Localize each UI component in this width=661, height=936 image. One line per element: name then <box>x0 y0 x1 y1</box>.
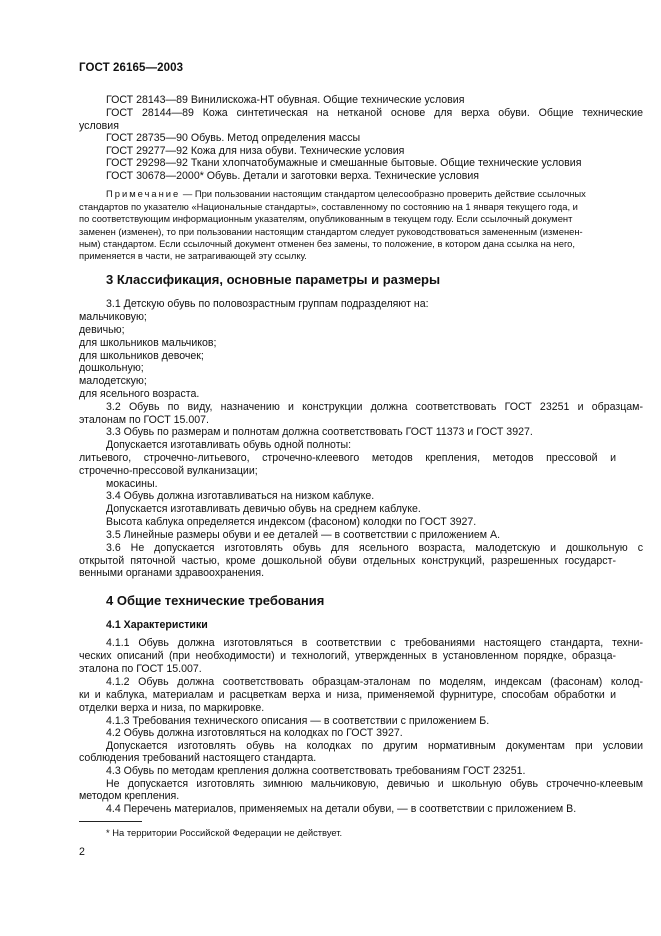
ref-id: ГОСТ 28144—89 <box>106 107 194 119</box>
paragraph-line: эталона по ГОСТ 15.007. <box>79 663 202 675</box>
paragraph-line: дошкольную; <box>79 362 144 374</box>
note-text: — При пользовании настоящим стандартом целесообразно проверить действие ссылочных <box>182 188 586 199</box>
note-line: заменен (изменен), то при пользовании настоящим стандартом следует руководствоваться замененным (изменен- <box>79 226 583 237</box>
paragraph-line: соблюдения требований настоящего стандарта. <box>79 752 317 764</box>
paragraph-line: для ясельного возраста. <box>79 388 200 400</box>
ref-line <box>79 94 643 107</box>
ref-id: ГОСТ 29277—92 <box>106 145 188 157</box>
paragraph-line: мокасины. <box>106 478 158 490</box>
paragraph-line: 3.6 Не допускается изготовлять обувь для ясельного возраста, малодетскую и дошкольную с <box>106 542 643 554</box>
ref-line <box>79 132 643 145</box>
ref-id: ГОСТ 30678—2000* <box>106 170 204 182</box>
paragraph-line: для школьников мальчиков; <box>79 337 217 349</box>
paragraph-line: 4.1.3 Требования технического описания — в соответствии с приложением Б. <box>106 715 490 727</box>
note-line: по соответствующим информационным указателям, опубликованным в текущем году. Если ссылочный документ <box>79 213 573 224</box>
subsection-4-1-title: 4.1 Характеристики <box>106 619 208 631</box>
page-number: 2 <box>79 846 85 858</box>
paragraph-line: 3.1 Детскую обувь по половозрастным группам подразделяют на: <box>106 298 429 310</box>
paragraph-line: строчечно-прессовой вулканизации; <box>79 465 258 477</box>
ref-text: Обувь. Детали и заготовки верха. Технические условия <box>206 170 480 182</box>
paragraph-line: малодетскую; <box>79 375 147 387</box>
paragraph-line: литьевого, строчечно-литьевого, строчечно-клеевого методов крепления, методов прессовой и <box>79 452 616 464</box>
paragraph-line: ческих описаний (при необходимости) и технологий, утвержденных в установленном порядке, образца- <box>79 650 616 662</box>
paragraph-line: отделки верха и низа, по маркировке. <box>79 702 265 714</box>
paragraph-line: Не допускается изготовлять зимнюю мальчиковую, девичью и школьную обувь строчечно-клеевым <box>106 778 643 790</box>
paragraph-line: 4.1.2 Обувь должна соответствовать образцам-эталонам по моделям, индексам (фасонам) колод- <box>106 676 643 688</box>
section-3-title: 3 Классификация, основные параметры и размеры <box>106 272 441 287</box>
paragraph-line: 4.3 Обувь по методам крепления должна соответствовать требованиям ГОСТ 23251. <box>106 765 526 777</box>
paragraph-line: 3.5 Линейные размеры обуви и ее деталей — в соответствии с приложением А. <box>106 529 501 541</box>
paragraph-line: Высота каблука определяется индексом (фасоном) колодки по ГОСТ 3927. <box>106 516 477 528</box>
paragraph-line: методом крепления. <box>79 790 180 802</box>
note-line: применяется в части, не затрагивающей эту ссылку. <box>79 250 307 261</box>
paragraph-line: венными органами здравоохранения. <box>79 567 265 579</box>
paragraph-line: для школьников девочек; <box>79 350 204 362</box>
paragraph-line: 4.1.1 Обувь должна изготовляться в соответствии с требованиями настоящего стандарта, техни- <box>106 637 643 649</box>
ref-text: Ткани хлопчатобумажные и смешанные бытовые. Общие технические условия <box>190 157 582 169</box>
section-4-title: 4 Общие технические требования <box>106 593 325 608</box>
ref-text: Кожа синтетическая на нетканой основе для верха обуви. Общие технические <box>202 107 643 119</box>
paragraph-line: 4.2 Обувь должна изготовляться на колодках по ГОСТ 3927. <box>106 727 403 739</box>
ref-line <box>79 107 643 120</box>
ref-id: ГОСТ 29298—92 <box>106 157 188 169</box>
ref-line-continuation: условия <box>79 120 119 132</box>
paragraph-line: мальчиковую; <box>79 311 147 323</box>
paragraph-line: Допускается изготавливать девичью обувь на среднем каблуке. <box>106 503 421 515</box>
paragraph-line: эталонам по ГОСТ 15.007. <box>79 414 209 426</box>
paragraph-line: девичью; <box>79 324 125 336</box>
ref-id: ГОСТ 28143—89 <box>106 94 188 106</box>
note-line: ным) стандартом. Если ссылочный документ отменен без замены, то положение, в котором дана ссылка на него, <box>79 238 575 249</box>
ref-text: Винилискожа-НТ обувная. Общие технические условия <box>190 94 465 106</box>
paragraph-line: ки и каблука, материалам и расцветкам верха и низа, применяемой фурнитуре, способам обработки и <box>79 689 616 701</box>
ref-text: Обувь. Метод определения массы <box>190 132 361 144</box>
ref-line <box>79 170 643 183</box>
ref-text: Кожа для низа обуви. Технические условия <box>190 145 405 157</box>
note-line: стандартов по указателю «Национальные стандарты», составленному по состоянию на 1 января текущего года, и <box>79 201 578 212</box>
paragraph-line: Допускается изготавливать обувь одной полноты: <box>106 439 352 451</box>
note-line <box>79 187 643 200</box>
paragraph-line: 3.2 Обувь по виду, назначению и конструкции должна соответствовать ГОСТ 23251 и образцам- <box>106 401 643 413</box>
footnote-divider <box>79 821 142 822</box>
paragraph-line: Допускается изготовлять обувь на колодках по другим нормативным документам при условии <box>106 740 643 752</box>
ref-line <box>79 157 643 170</box>
note-label: Примечание <box>106 188 181 199</box>
paragraph-line: открытой пяточной частью, кроме дошкольной обуви отдельных конструкций, разрешенных государст- <box>79 555 616 567</box>
paragraph-line: 3.3 Обувь по размерам и полнотам должна соответствовать ГОСТ 11373 и ГОСТ 3927. <box>106 426 533 438</box>
paragraph-line: 4.4 Перечень материалов, применяемых на детали обуви, — в соответствии с приложением В. <box>106 803 577 815</box>
paragraph-line: 3.4 Обувь должна изготавливаться на низком каблуке. <box>106 490 375 502</box>
page-header: ГОСТ 26165—2003 <box>79 62 184 74</box>
ref-id: ГОСТ 28735—90 <box>106 132 188 144</box>
footnote: * На территории Российской Федерации не действует. <box>106 827 343 838</box>
